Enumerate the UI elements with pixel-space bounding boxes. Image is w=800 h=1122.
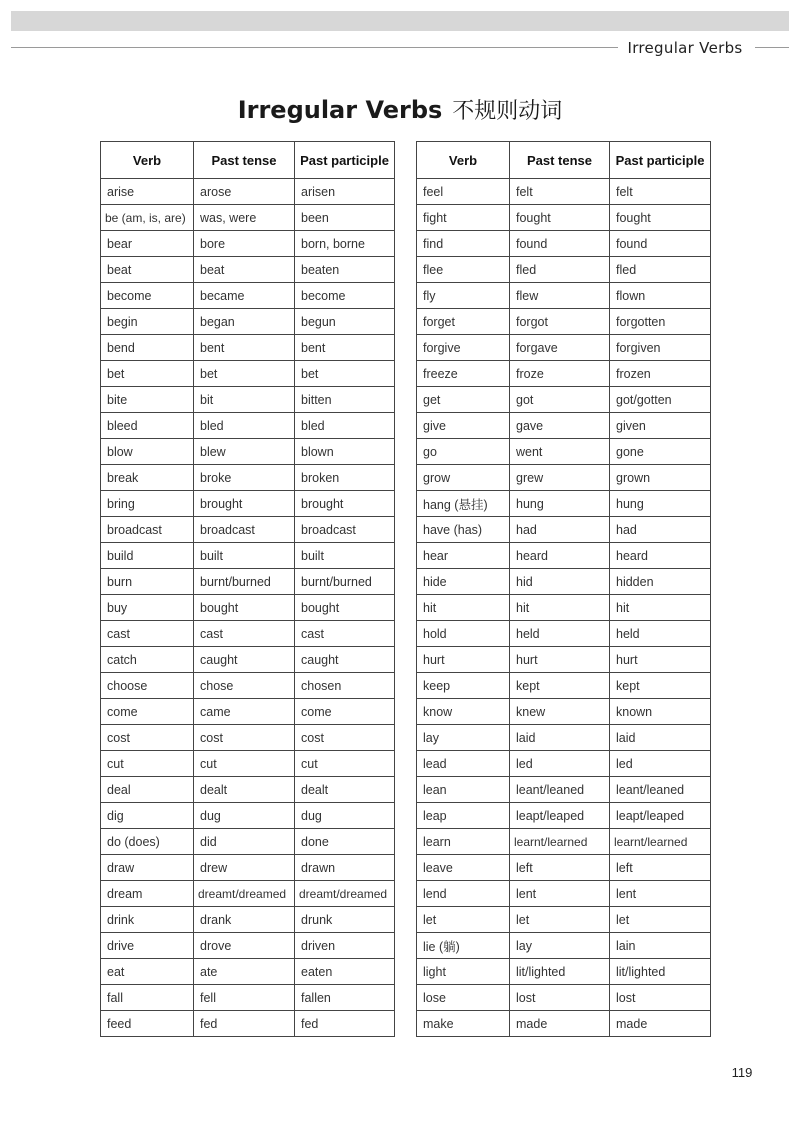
past-tense-cell: found bbox=[510, 231, 610, 257]
table-row bbox=[101, 231, 395, 257]
table-row bbox=[417, 621, 711, 647]
table-row bbox=[417, 829, 711, 855]
past-participle-cell: blown bbox=[295, 439, 395, 465]
past-participle-cell: broadcast bbox=[295, 517, 395, 543]
past-participle-cell: lent bbox=[610, 881, 711, 907]
table-row bbox=[101, 959, 395, 985]
past-tense-cell: bought bbox=[194, 595, 295, 621]
past-tense-cell: leant/leaned bbox=[510, 777, 610, 803]
verb-cell: grow bbox=[417, 465, 510, 491]
past-participle-cell: leant/leaned bbox=[610, 777, 711, 803]
past-participle-cell: led bbox=[610, 751, 711, 777]
past-tense-cell: flew bbox=[510, 283, 610, 309]
past-participle-cell: become bbox=[295, 283, 395, 309]
past-tense-cell: forgot bbox=[510, 309, 610, 335]
table-row bbox=[101, 855, 395, 881]
past-tense-cell: left bbox=[510, 855, 610, 881]
verb-cell: learn bbox=[417, 829, 510, 855]
past-tense-cell: let bbox=[510, 907, 610, 933]
table-row bbox=[101, 361, 395, 387]
column-header-verb: Verb bbox=[417, 142, 510, 179]
past-tense-cell: laid bbox=[510, 725, 610, 751]
verb-cell: hide bbox=[417, 569, 510, 595]
past-tense-cell: gave bbox=[510, 413, 610, 439]
past-tense-cell: blew bbox=[194, 439, 295, 465]
past-participle-cell: bent bbox=[295, 335, 395, 361]
past-participle-cell: made bbox=[610, 1011, 711, 1037]
past-participle-cell: lit/lighted bbox=[610, 959, 711, 985]
page-title-chinese: 不规则动词 bbox=[452, 99, 563, 124]
past-participle-cell: lost bbox=[610, 985, 711, 1011]
verb-cell: light bbox=[417, 959, 510, 985]
table-row bbox=[101, 777, 395, 803]
verb-cell: hurt bbox=[417, 647, 510, 673]
past-participle-cell: fought bbox=[610, 205, 711, 231]
past-participle-cell: had bbox=[610, 517, 711, 543]
table-row bbox=[101, 985, 395, 1011]
past-tense-cell: lent bbox=[510, 881, 610, 907]
past-tense-cell: bore bbox=[194, 231, 295, 257]
column-header-verb: Verb bbox=[101, 142, 194, 179]
verb-cell: break bbox=[101, 465, 194, 491]
past-tense-cell: cut bbox=[194, 751, 295, 777]
table-row bbox=[417, 699, 711, 725]
verb-cell: bring bbox=[101, 491, 194, 517]
past-tense-cell: dug bbox=[194, 803, 295, 829]
verb-cell: become bbox=[101, 283, 194, 309]
past-tense-cell: got bbox=[510, 387, 610, 413]
past-participle-cell: hurt bbox=[610, 647, 711, 673]
table-row bbox=[101, 699, 395, 725]
past-participle-cell: dreamt/dreamed bbox=[295, 881, 395, 907]
past-participle-cell: found bbox=[610, 231, 711, 257]
page-number: 119 bbox=[731, 1065, 753, 1080]
verb-cell: lead bbox=[417, 751, 510, 777]
header-rule-right bbox=[755, 47, 789, 48]
verb-cell: begin bbox=[101, 309, 194, 335]
past-tense-cell: lost bbox=[510, 985, 610, 1011]
table-row bbox=[101, 569, 395, 595]
past-tense-cell: hurt bbox=[510, 647, 610, 673]
verb-cell: go bbox=[417, 439, 510, 465]
table-row bbox=[417, 413, 711, 439]
past-participle-cell: chosen bbox=[295, 673, 395, 699]
past-participle-cell: born, borne bbox=[295, 231, 395, 257]
past-participle-cell: fallen bbox=[295, 985, 395, 1011]
past-participle-cell: hit bbox=[610, 595, 711, 621]
verb-cell: broadcast bbox=[101, 517, 194, 543]
past-tense-cell: led bbox=[510, 751, 610, 777]
table-row bbox=[101, 439, 395, 465]
verb-cell: leap bbox=[417, 803, 510, 829]
table-row bbox=[417, 179, 711, 205]
table-row bbox=[417, 517, 711, 543]
past-tense-cell: caught bbox=[194, 647, 295, 673]
verb-cell: fall bbox=[101, 985, 194, 1011]
verb-cell: forgive bbox=[417, 335, 510, 361]
table-row bbox=[101, 335, 395, 361]
past-tense-cell: bet bbox=[194, 361, 295, 387]
past-tense-cell: bit bbox=[194, 387, 295, 413]
verb-table-left-body bbox=[101, 179, 395, 1037]
past-participle-cell: learnt/learned bbox=[610, 829, 711, 855]
table-row bbox=[417, 803, 711, 829]
past-tense-cell: built bbox=[194, 543, 295, 569]
verb-cell: buy bbox=[101, 595, 194, 621]
verb-cell: come bbox=[101, 699, 194, 725]
verb-cell: dream bbox=[101, 881, 194, 907]
past-tense-cell: felt bbox=[510, 179, 610, 205]
past-participle-cell: leapt/leaped bbox=[610, 803, 711, 829]
table-row bbox=[417, 725, 711, 751]
verb-cell: lose bbox=[417, 985, 510, 1011]
table-row bbox=[101, 517, 395, 543]
verb-cell: draw bbox=[101, 855, 194, 881]
verb-table-left bbox=[100, 141, 395, 1037]
table-row bbox=[101, 179, 395, 205]
past-participle-cell: laid bbox=[610, 725, 711, 751]
past-tense-cell: fled bbox=[510, 257, 610, 283]
past-participle-cell: dug bbox=[295, 803, 395, 829]
verb-cell: deal bbox=[101, 777, 194, 803]
table-row bbox=[417, 361, 711, 387]
verb-cell: drive bbox=[101, 933, 194, 959]
past-tense-cell: became bbox=[194, 283, 295, 309]
past-tense-cell: made bbox=[510, 1011, 610, 1037]
verb-cell: build bbox=[101, 543, 194, 569]
verb-cell: hold bbox=[417, 621, 510, 647]
table-row bbox=[101, 881, 395, 907]
past-participle-cell: burnt/burned bbox=[295, 569, 395, 595]
table-row bbox=[417, 543, 711, 569]
page-title bbox=[0, 92, 800, 128]
verb-cell: fight bbox=[417, 205, 510, 231]
verb-cell: cost bbox=[101, 725, 194, 751]
verb-cell: feel bbox=[417, 179, 510, 205]
past-participle-cell: cost bbox=[295, 725, 395, 751]
past-participle-cell: bet bbox=[295, 361, 395, 387]
past-participle-cell: lain bbox=[610, 933, 711, 959]
verb-cell: leave bbox=[417, 855, 510, 881]
table-row bbox=[417, 465, 711, 491]
table-row bbox=[417, 959, 711, 985]
verb-cell: hit bbox=[417, 595, 510, 621]
past-participle-cell: grown bbox=[610, 465, 711, 491]
verb-cell: beat bbox=[101, 257, 194, 283]
verb-cell: bleed bbox=[101, 413, 194, 439]
table-row bbox=[417, 283, 711, 309]
past-tense-cell: drank bbox=[194, 907, 295, 933]
past-tense-cell: bent bbox=[194, 335, 295, 361]
past-participle-cell: cast bbox=[295, 621, 395, 647]
table-row bbox=[101, 907, 395, 933]
verb-cell: do (does) bbox=[101, 829, 194, 855]
table-row bbox=[101, 725, 395, 751]
verb-cell: freeze bbox=[417, 361, 510, 387]
verb-cell: lay bbox=[417, 725, 510, 751]
past-tense-cell: did bbox=[194, 829, 295, 855]
table-row bbox=[101, 491, 395, 517]
verb-cell: arise bbox=[101, 179, 194, 205]
verb-cell: catch bbox=[101, 647, 194, 673]
past-participle-cell: caught bbox=[295, 647, 395, 673]
table-row bbox=[101, 751, 395, 777]
verb-cell: keep bbox=[417, 673, 510, 699]
past-participle-cell: hung bbox=[610, 491, 711, 517]
past-participle-cell: left bbox=[610, 855, 711, 881]
past-participle-cell: arisen bbox=[295, 179, 395, 205]
page-title-english: Irregular Verbs bbox=[237, 96, 443, 124]
past-tense-cell: grew bbox=[510, 465, 610, 491]
column-header-past-tense: Past tense bbox=[510, 142, 610, 179]
past-participle-cell: cut bbox=[295, 751, 395, 777]
past-participle-cell: got/gotten bbox=[610, 387, 711, 413]
past-tense-cell: beat bbox=[194, 257, 295, 283]
table-row bbox=[417, 855, 711, 881]
past-tense-cell: cast bbox=[194, 621, 295, 647]
verb-cell: have (has) bbox=[417, 517, 510, 543]
column-header-past-participle: Past participle bbox=[610, 142, 711, 179]
past-participle-cell: brought bbox=[295, 491, 395, 517]
past-participle-cell: beaten bbox=[295, 257, 395, 283]
table-row bbox=[101, 309, 395, 335]
table-header-row bbox=[101, 142, 395, 179]
past-participle-cell: gone bbox=[610, 439, 711, 465]
past-participle-cell: fled bbox=[610, 257, 711, 283]
past-tense-cell: brought bbox=[194, 491, 295, 517]
past-participle-cell: begun bbox=[295, 309, 395, 335]
past-participle-cell: driven bbox=[295, 933, 395, 959]
header-rule-left bbox=[11, 47, 618, 48]
past-participle-cell: flown bbox=[610, 283, 711, 309]
past-participle-cell: been bbox=[295, 205, 395, 231]
past-tense-cell: chose bbox=[194, 673, 295, 699]
past-tense-cell: began bbox=[194, 309, 295, 335]
verb-cell: bet bbox=[101, 361, 194, 387]
past-participle-cell: bitten bbox=[295, 387, 395, 413]
past-tense-cell: kept bbox=[510, 673, 610, 699]
past-participle-cell: forgotten bbox=[610, 309, 711, 335]
past-participle-cell: drawn bbox=[295, 855, 395, 881]
past-tense-cell: had bbox=[510, 517, 610, 543]
column-header-past-tense: Past tense bbox=[194, 142, 295, 179]
past-tense-cell: fought bbox=[510, 205, 610, 231]
past-participle-cell: dealt bbox=[295, 777, 395, 803]
past-participle-cell: done bbox=[295, 829, 395, 855]
past-participle-cell: let bbox=[610, 907, 711, 933]
verb-cell: lend bbox=[417, 881, 510, 907]
table-row bbox=[417, 439, 711, 465]
verb-cell: bend bbox=[101, 335, 194, 361]
table-row bbox=[101, 543, 395, 569]
verb-cell: get bbox=[417, 387, 510, 413]
table-row bbox=[101, 205, 395, 231]
past-tense-cell: learnt/learned bbox=[510, 829, 610, 855]
past-participle-cell: kept bbox=[610, 673, 711, 699]
verb-table-right bbox=[416, 141, 711, 1037]
past-tense-cell: hung bbox=[510, 491, 610, 517]
past-tense-cell: knew bbox=[510, 699, 610, 725]
table-row bbox=[417, 335, 711, 361]
past-tense-cell: arose bbox=[194, 179, 295, 205]
past-tense-cell: drove bbox=[194, 933, 295, 959]
verb-cell: eat bbox=[101, 959, 194, 985]
past-participle-cell: eaten bbox=[295, 959, 395, 985]
verb-cell: let bbox=[417, 907, 510, 933]
verb-cell: forget bbox=[417, 309, 510, 335]
past-tense-cell: cost bbox=[194, 725, 295, 751]
past-tense-cell: burnt/burned bbox=[194, 569, 295, 595]
verb-cell: blow bbox=[101, 439, 194, 465]
table-row bbox=[417, 205, 711, 231]
verb-cell: cast bbox=[101, 621, 194, 647]
table-row bbox=[417, 569, 711, 595]
verb-cell: bear bbox=[101, 231, 194, 257]
table-row bbox=[417, 673, 711, 699]
table-row bbox=[417, 985, 711, 1011]
running-title: Irregular Verbs bbox=[627, 39, 743, 57]
table-row bbox=[417, 881, 711, 907]
verb-cell: make bbox=[417, 1011, 510, 1037]
past-tense-cell: hit bbox=[510, 595, 610, 621]
verb-cell: dig bbox=[101, 803, 194, 829]
verb-cell: lean bbox=[417, 777, 510, 803]
past-tense-cell: went bbox=[510, 439, 610, 465]
table-row bbox=[101, 595, 395, 621]
past-participle-cell: fed bbox=[295, 1011, 395, 1037]
table-row bbox=[101, 647, 395, 673]
table-row bbox=[417, 1011, 711, 1037]
column-header-past-participle: Past participle bbox=[295, 142, 395, 179]
past-tense-cell: leapt/leaped bbox=[510, 803, 610, 829]
past-participle-cell: drunk bbox=[295, 907, 395, 933]
verb-cell: choose bbox=[101, 673, 194, 699]
table-row bbox=[101, 257, 395, 283]
verb-cell: hang (悬挂) bbox=[417, 491, 510, 517]
past-participle-cell: come bbox=[295, 699, 395, 725]
verb-cell: flee bbox=[417, 257, 510, 283]
verb-cell: bite bbox=[101, 387, 194, 413]
table-row bbox=[101, 933, 395, 959]
past-tense-cell: fed bbox=[194, 1011, 295, 1037]
past-participle-cell: felt bbox=[610, 179, 711, 205]
table-row bbox=[101, 621, 395, 647]
past-participle-cell: built bbox=[295, 543, 395, 569]
table-row bbox=[417, 933, 711, 959]
table-row bbox=[101, 829, 395, 855]
past-participle-cell: held bbox=[610, 621, 711, 647]
past-tense-cell: forgave bbox=[510, 335, 610, 361]
table-row bbox=[417, 751, 711, 777]
verb-cell: burn bbox=[101, 569, 194, 595]
table-row bbox=[101, 413, 395, 439]
past-tense-cell: lay bbox=[510, 933, 610, 959]
table-row bbox=[417, 231, 711, 257]
past-tense-cell: broke bbox=[194, 465, 295, 491]
past-participle-cell: broken bbox=[295, 465, 395, 491]
table-row bbox=[417, 647, 711, 673]
verb-table-right-body bbox=[417, 179, 711, 1037]
table-row bbox=[417, 491, 711, 517]
table-row bbox=[101, 803, 395, 829]
past-tense-cell: bled bbox=[194, 413, 295, 439]
table-row bbox=[101, 283, 395, 309]
table-row bbox=[417, 777, 711, 803]
verb-cell: fly bbox=[417, 283, 510, 309]
past-tense-cell: dealt bbox=[194, 777, 295, 803]
table-row bbox=[417, 387, 711, 413]
past-tense-cell: held bbox=[510, 621, 610, 647]
past-tense-cell: froze bbox=[510, 361, 610, 387]
table-header-row bbox=[417, 142, 711, 179]
past-tense-cell: hid bbox=[510, 569, 610, 595]
past-tense-cell: ate bbox=[194, 959, 295, 985]
past-tense-cell: lit/lighted bbox=[510, 959, 610, 985]
past-participle-cell: hidden bbox=[610, 569, 711, 595]
table-row bbox=[417, 595, 711, 621]
past-tense-cell: broadcast bbox=[194, 517, 295, 543]
table-row bbox=[417, 907, 711, 933]
past-participle-cell: heard bbox=[610, 543, 711, 569]
past-participle-cell: known bbox=[610, 699, 711, 725]
verb-cell: give bbox=[417, 413, 510, 439]
past-participle-cell: forgiven bbox=[610, 335, 711, 361]
table-row bbox=[417, 309, 711, 335]
verb-cell: hear bbox=[417, 543, 510, 569]
table-row bbox=[101, 673, 395, 699]
past-tense-cell: heard bbox=[510, 543, 610, 569]
verb-cell: feed bbox=[101, 1011, 194, 1037]
past-tense-cell: fell bbox=[194, 985, 295, 1011]
table-row bbox=[101, 387, 395, 413]
verb-cell: cut bbox=[101, 751, 194, 777]
past-participle-cell: frozen bbox=[610, 361, 711, 387]
past-tense-cell: dreamt/dreamed bbox=[194, 881, 295, 907]
past-participle-cell: bled bbox=[295, 413, 395, 439]
verb-cell: lie (躺) bbox=[417, 933, 510, 959]
past-tense-cell: drew bbox=[194, 855, 295, 881]
verb-cell: be (am, is, are) bbox=[101, 205, 194, 231]
verb-cell: know bbox=[417, 699, 510, 725]
past-tense-cell: came bbox=[194, 699, 295, 725]
verb-cell: drink bbox=[101, 907, 194, 933]
table-row bbox=[417, 257, 711, 283]
verb-cell: find bbox=[417, 231, 510, 257]
header-bar bbox=[11, 11, 789, 31]
table-row bbox=[101, 1011, 395, 1037]
past-participle-cell: given bbox=[610, 413, 711, 439]
table-row bbox=[101, 465, 395, 491]
past-participle-cell: bought bbox=[295, 595, 395, 621]
past-tense-cell: was, were bbox=[194, 205, 295, 231]
